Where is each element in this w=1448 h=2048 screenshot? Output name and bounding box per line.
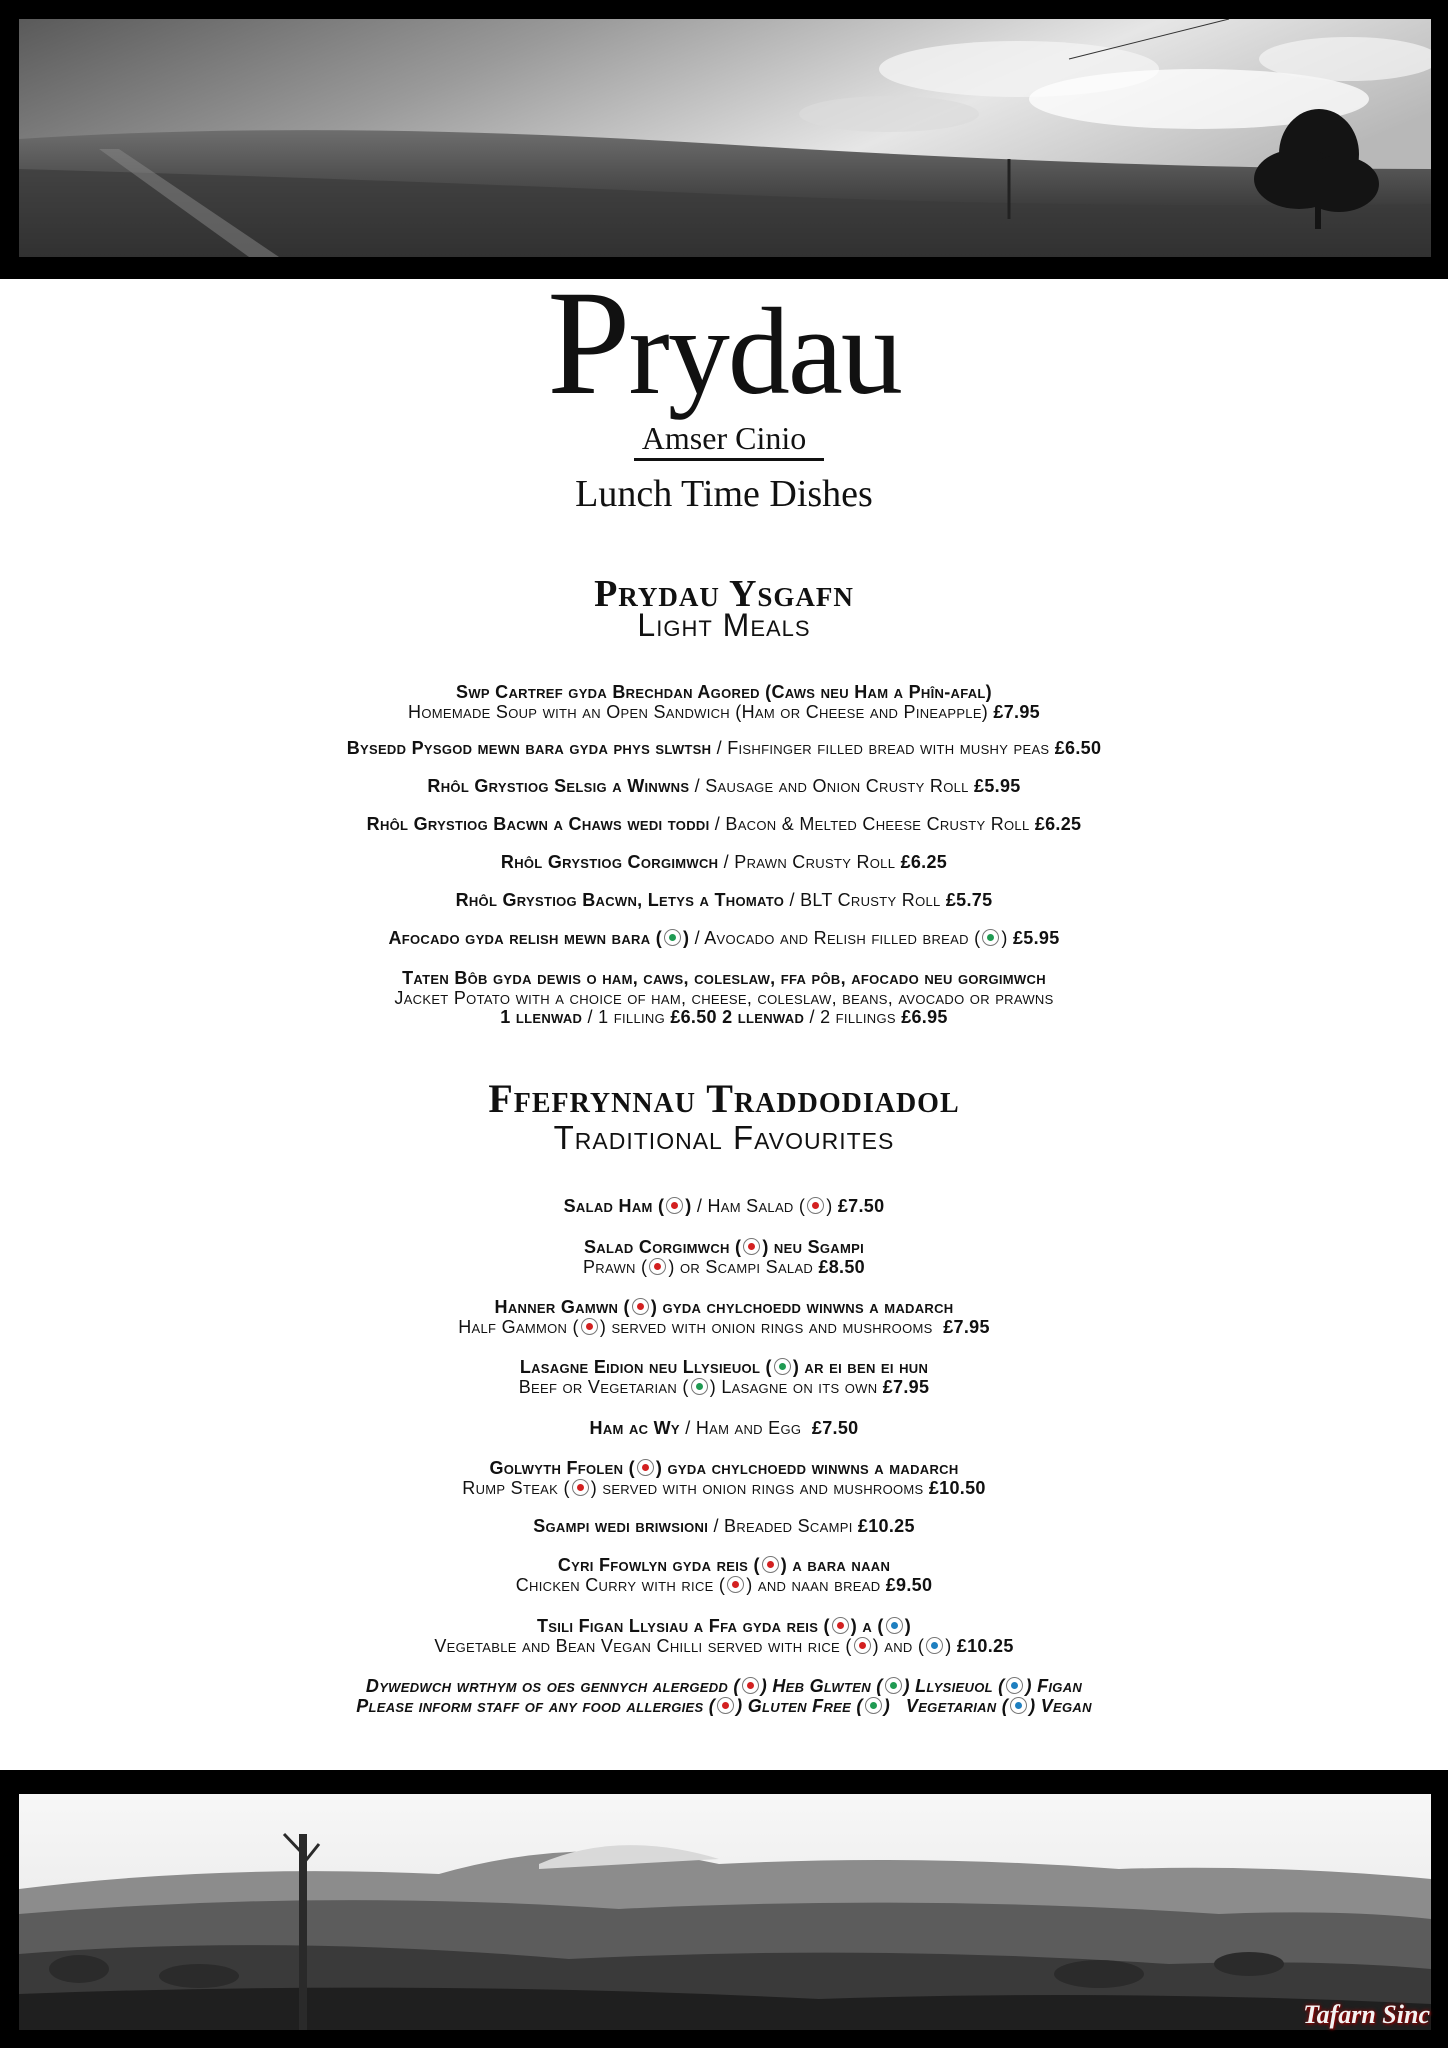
gluten-free-dot-icon (885, 1677, 902, 1694)
allergy-dot-icon (637, 1459, 654, 1476)
section-heading-light-meals-english: Light Meals (637, 607, 811, 643)
menu-item-welsh (0, 682, 1448, 703)
vegetarian-dot-icon (664, 929, 681, 946)
menu-text: Lasagne on its own (721, 1377, 878, 1397)
subtitle-welsh: Amser Cinio (641, 420, 807, 456)
menu-text: Salad Corgimwch (583, 1237, 730, 1257)
allergy-dot-icon (666, 1197, 683, 1214)
menu-text: Swp Cartref gyda Brechdan Agored (Caws neu Ham a Phîn-afal) (456, 682, 992, 702)
menu-item-english: Rump Steak ( ) served with onion rings and mushrooms £10.50 (462, 1478, 986, 1498)
venue-signature: Tafarn Sinc (1303, 2000, 1430, 2029)
vegetarian-dot-icon (982, 929, 999, 946)
menu-text: served with onion rings and mushrooms (602, 1478, 924, 1498)
price: £6.50 (670, 1007, 717, 1027)
menu-text: Salad Ham (563, 1196, 653, 1216)
menu-item: Rhôl Grystiog Bacwn a Chaws wedi toddi / Bacon & Melted Cheese Crusty Roll £6.25 (366, 814, 1082, 834)
menu-text: Please inform staff of any food allergies (356, 1696, 704, 1716)
title-initial: P (547, 260, 629, 426)
menu-text: Rhôl Grystiog Corgimwch (500, 852, 719, 872)
menu-text: Bysedd Pysgod mewn bara gyda phys slwtsh (346, 738, 712, 758)
menu-item-welsh (0, 968, 1448, 989)
menu-text: Bacon & Melted Cheese Crusty Roll (725, 814, 1030, 834)
price: £6.25 (1034, 814, 1082, 834)
price: £7.95 (882, 1377, 930, 1397)
menu-text: gyda chylchoedd winwns a madarch (662, 1297, 954, 1317)
allergy-dot-icon (762, 1556, 779, 1573)
menu-item: Rhôl Grystiog Bacwn, Letys a Thomato / BLT Crusty Roll £5.75 (455, 890, 993, 910)
menu-text: Afocado gyda relish mewn bara (388, 928, 651, 948)
menu-text: Ham and Egg (695, 1418, 802, 1438)
price: £10.50 (928, 1478, 986, 1498)
menu-text: Prawn Crusty Roll (734, 852, 896, 872)
menu-text: and naan bread (757, 1575, 881, 1595)
menu-item: Sgampi wedi briwsioni / Breaded Scampi £10.25 (533, 1516, 915, 1536)
menu-text: Cyri Ffowlyn gyda reis (557, 1555, 749, 1575)
menu-text: Half Gammon (458, 1317, 568, 1337)
menu-text: 1 llenwad (500, 1007, 583, 1027)
menu-text: Ham Salad (707, 1196, 794, 1216)
menu-item-welsh: Tsili Figan Llysiau a Ffa gyda reis ( ) a ( ) (536, 1616, 912, 1636)
menu-text: Vegetable and Bean Vegan Chilli served with rice (434, 1636, 841, 1656)
price: £6.25 (900, 852, 948, 872)
menu-text: Prawn (583, 1257, 636, 1277)
menu-text: 1 filling (598, 1007, 665, 1027)
menu-item-welsh: Lasagne Eidion neu Llysieuol ( ) ar ei ben ei hun (519, 1357, 929, 1377)
menu-text: 2 fillings (820, 1007, 896, 1027)
price: £7.50 (811, 1418, 859, 1438)
menu-text: Dywedwch wrthym os oes gennych alergedd (365, 1676, 729, 1696)
menu-text: Sgampi wedi briwsioni (533, 1516, 709, 1536)
menu-text: and (884, 1636, 913, 1656)
menu-text: a bara naan (792, 1555, 891, 1575)
allergy-dot-icon (727, 1576, 744, 1593)
menu-text: Heb Glwten (772, 1676, 871, 1696)
menu-title (0, 260, 1448, 426)
menu-text: Sausage and Onion Crusty Roll (705, 776, 969, 796)
menu-text: Figan (1037, 1676, 1083, 1696)
subtitle-english: Lunch Time Dishes (575, 473, 873, 515)
section-heading-traditional-welsh: Ffefrynnau Traddodiadol (488, 1076, 960, 1121)
menu-text: Avocado and Relish filled bread (704, 928, 969, 948)
menu-text: served with onion rings and mushrooms (611, 1317, 933, 1337)
title-rest: rydau (628, 283, 901, 420)
allergy-dot-icon (717, 1697, 734, 1714)
menu-text: Ham ac Wy (589, 1418, 680, 1438)
title-divider (634, 458, 824, 461)
menu-item: Bysedd Pysgod mewn bara gyda phys slwtsh / Fishfinger filled bread with mushy peas £6.50 (346, 738, 1102, 758)
menu-text: Fishfinger filled bread with mushy peas (727, 738, 1050, 758)
allergy-dot-icon (649, 1258, 666, 1275)
price: £5.75 (945, 890, 993, 910)
menu-text: neu Sgampi (773, 1237, 864, 1257)
price: £9.50 (885, 1575, 933, 1595)
menu-text: a (862, 1616, 873, 1636)
bottom-photo-banner (0, 1770, 1448, 2048)
menu-text: Lasagne Eidion neu Llysieuol (519, 1357, 761, 1377)
menu-text: Hanner Gamwn (494, 1297, 619, 1317)
menu-text: Taten Bôb gyda dewis o ham, caws, coleslaw, ffa pôb, afocado neu gorgimwch (402, 968, 1046, 988)
hills-landscape-photo (19, 1794, 1431, 2030)
menu-text: Vegetarian (905, 1696, 997, 1716)
allergy-dot-icon (581, 1318, 598, 1335)
vegan-dot-icon (926, 1637, 943, 1654)
menu-text: Llysieuol (915, 1676, 993, 1696)
menu-item-english: Vegetable and Bean Vegan Chilli served with rice ( ) and ( ) £10.25 (434, 1636, 1014, 1656)
menu-text: Breaded Scampi (724, 1516, 853, 1536)
menu-text: Rhôl Grystiog Bacwn, Letys a Thomato (455, 890, 785, 910)
vegetarian-dot-icon (774, 1358, 791, 1375)
gluten-free-dot-icon (865, 1697, 882, 1714)
menu-text: Homemade Soup with an Open Sandwich (Ham or Cheese and Pineapple) (408, 702, 989, 722)
price: £5.95 (974, 776, 1021, 796)
menu-text: BLT Crusty Roll (800, 890, 941, 910)
menu-text: Rhôl Grystiog Bacwn a Chaws wedi toddi (366, 814, 710, 834)
menu-text: or Scampi Salad (679, 1257, 814, 1277)
price: £8.50 (818, 1257, 865, 1277)
section-heading-light-meals-welsh: Prydau Ysgafn (594, 573, 854, 615)
menu-text: Tsili Figan Llysiau a Ffa gyda reis (536, 1616, 819, 1636)
vegan-dot-icon (886, 1617, 903, 1634)
menu-item-welsh: Salad Corgimwch ( ) neu Sgampi (583, 1237, 864, 1257)
menu-text: Vegan (1040, 1696, 1092, 1716)
menu-item: Rhôl Grystiog Selsig a Winwns / Sausage and Onion Crusty Roll £5.95 (427, 776, 1021, 796)
price: £7.95 (993, 702, 1040, 722)
price: £10.25 (956, 1636, 1014, 1656)
price: £7.95 (943, 1317, 990, 1337)
section-heading-traditional-english: Traditional Favourites (553, 1119, 895, 1156)
top-photo-banner (0, 0, 1448, 279)
allergy-dot-icon (742, 1677, 759, 1694)
menu-item-english: Beef or Vegetarian ( ) Lasagne on its own £7.95 (518, 1377, 930, 1397)
menu-item-welsh: Hanner Gamwn ( ) gyda chylchoedd winwns a madarch (494, 1297, 954, 1317)
price: £6.50 (1054, 738, 1102, 758)
menu-text: ar ei ben ei hun (804, 1357, 929, 1377)
allergy-note-english: Please inform staff of any food allergies ( ) Gluten Free ( ) Vegetarian ( ) Vegan (356, 1696, 1092, 1716)
menu-text: Golwyth Ffolen (489, 1458, 624, 1478)
menu-text: Gluten Free (747, 1696, 852, 1716)
menu-text: gyda chylchoedd winwns a madarch (667, 1458, 959, 1478)
menu-text: Rhôl Grystiog Selsig a Winwns (427, 776, 690, 796)
price: £5.95 (1013, 928, 1060, 948)
vegetarian-dot-icon (1010, 1697, 1027, 1714)
allergy-note-welsh: Dywedwch wrthym os oes gennych alergedd ( ) Heb Glwten ( ) Llysieuol ( ) Figan (365, 1676, 1083, 1696)
menu-item-options: 1 llenwad / 1 filling £6.50 2 llenwad / 2 fillings £6.95 (500, 1007, 948, 1027)
menu-text: 2 llenwad (722, 1007, 805, 1027)
menu-item-english: Half Gammon ( ) served with onion rings and mushrooms £7.95 (458, 1317, 990, 1337)
menu-text: Chicken Curry with rice (515, 1575, 714, 1595)
allergy-dot-icon (832, 1617, 849, 1634)
allergy-dot-icon (743, 1238, 760, 1255)
menu-item-welsh: Cyri Ffowlyn gyda reis ( ) a bara naan (557, 1555, 891, 1575)
menu-item-english: Prawn ( ) or Scampi Salad £8.50 (583, 1257, 865, 1277)
menu-text: Rump Steak (462, 1478, 559, 1498)
allergy-dot-icon (807, 1197, 824, 1214)
allergy-dot-icon (854, 1637, 871, 1654)
allergy-dot-icon (632, 1298, 649, 1315)
price: £7.50 (837, 1196, 885, 1216)
menu-item: Rhôl Grystiog Corgimwch / Prawn Crusty Roll £6.25 (500, 852, 948, 872)
menu-item-english (0, 702, 1448, 723)
menu-text: Beef or Vegetarian (518, 1377, 678, 1397)
menu-item-welsh: Golwyth Ffolen ( ) gyda chylchoedd winwns a madarch (489, 1458, 959, 1478)
vegetarian-dot-icon (1006, 1677, 1023, 1694)
moorland-landscape-photo (19, 19, 1431, 257)
allergy-dot-icon (572, 1479, 589, 1496)
price: £6.95 (901, 1007, 948, 1027)
menu-item: Afocado gyda relish mewn bara ( ) / Avocado and Relish filled bread ( ) £5.95 (388, 928, 1060, 948)
menu-text: Jacket Potato with a choice of ham, cheese, coleslaw, beans, avocado or prawns (394, 988, 1054, 1008)
menu-item-english (0, 988, 1448, 1009)
vegetarian-dot-icon (691, 1378, 708, 1395)
price: £10.25 (857, 1516, 915, 1536)
menu-item-english: Chicken Curry with rice ( ) and naan bread £9.50 (515, 1575, 933, 1595)
menu-item: Salad Ham ( ) / Ham Salad ( ) £7.50 (563, 1196, 885, 1216)
menu-item: Ham ac Wy / Ham and Egg £7.50 (589, 1418, 859, 1438)
